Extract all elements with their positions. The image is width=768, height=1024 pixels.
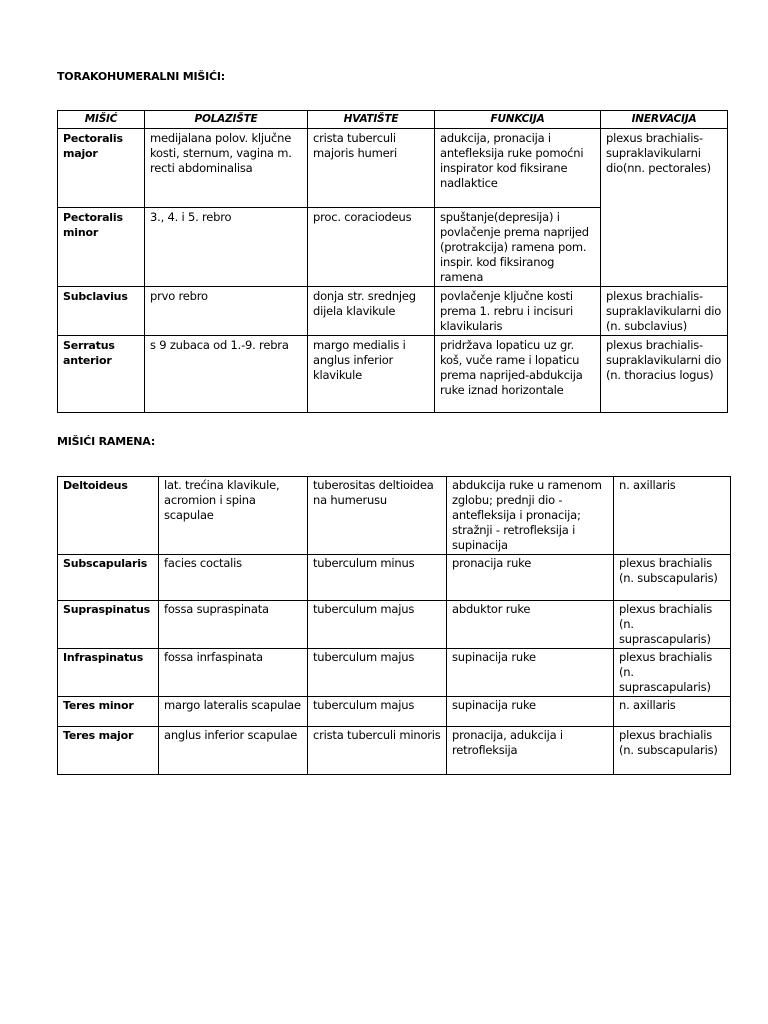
table-row bbox=[58, 555, 731, 601]
muscle-cell: Teres major bbox=[58, 727, 159, 775]
table-row bbox=[58, 601, 731, 649]
insertion-cell: tuberculum majus bbox=[308, 697, 447, 727]
shoulder-muscles-table bbox=[57, 476, 731, 775]
muscle-cell: Subscapularis bbox=[58, 555, 159, 601]
insertion-cell: tuberculum majus bbox=[308, 601, 447, 649]
muscle-cell: Pectoralis major bbox=[58, 129, 145, 208]
muscle-cell: Deltoideus bbox=[58, 477, 159, 555]
table-header-row bbox=[58, 111, 728, 129]
function-cell: spuštanje(depresija) i povlačenje prema naprijed (protrakcija) ramena pom. inspir. kod fiksiranog ramena bbox=[435, 208, 601, 287]
origin-cell: 3., 4. i 5. rebro bbox=[145, 208, 308, 287]
origin-cell: s 9 zubaca od 1.-9. rebra bbox=[145, 336, 308, 413]
insertion-cell: donja str. srednjeg dijela klavikule bbox=[308, 287, 435, 336]
header-muscle: MIŠIĆ bbox=[58, 111, 145, 129]
origin-cell: facies coctalis bbox=[159, 555, 308, 601]
origin-cell: fossa supraspinata bbox=[159, 601, 308, 649]
innervation-cell: plexus brachialis (n. subscapularis) bbox=[614, 727, 731, 775]
insertion-cell: crista tuberculi majoris humeri bbox=[308, 129, 435, 208]
innervation-cell: plexus brachialis-supraklavikularni dio (n. subclavius) bbox=[601, 287, 728, 336]
header-innervation: INERVACIJA bbox=[601, 111, 728, 129]
muscle-cell: Pectoralis minor bbox=[58, 208, 145, 287]
insertion-cell: tuberculum minus bbox=[308, 555, 447, 601]
function-cell: pronacija, adukcija i retrofleksija bbox=[447, 727, 614, 775]
function-cell: supinacija ruke bbox=[447, 649, 614, 697]
function-cell: adukcija, pronacija i antefleksija ruke pomoćni inspirator kod fiksirane nadlaktice bbox=[435, 129, 601, 208]
innervation-cell: n. axillaris bbox=[614, 477, 731, 555]
insertion-cell: tuberositas deltioidea na humerusu bbox=[308, 477, 447, 555]
table-row bbox=[58, 477, 731, 555]
insertion-cell: proc. coraciodeus bbox=[308, 208, 435, 287]
origin-cell: medijalana polov. ključne kosti, sternum, vagina m. recti abdominalisa bbox=[145, 129, 308, 208]
table-row bbox=[58, 129, 728, 208]
insertion-cell: tuberculum majus bbox=[308, 649, 447, 697]
header-insertion: HVATIŠTE bbox=[308, 111, 435, 129]
innervation-cell: plexus brachialis (n. suprascapularis) bbox=[614, 649, 731, 697]
table-row bbox=[58, 649, 731, 697]
muscle-cell: Supraspinatus bbox=[58, 601, 159, 649]
origin-cell: fossa inrfaspinata bbox=[159, 649, 308, 697]
section-title-thoracohumeral: TORAKOHUMERALNI MIŠIĆI: bbox=[57, 70, 225, 83]
table-row bbox=[58, 336, 728, 413]
thoracohumeral-muscles-table bbox=[57, 110, 728, 413]
origin-cell: prvo rebro bbox=[145, 287, 308, 336]
function-cell: abdukcija ruke u ramenom zglobu; prednji dio - antefleksija i pronacija; stražnji - retrofleksija i supinacija bbox=[447, 477, 614, 555]
section-title-shoulder: MIŠIĆI RAMENA: bbox=[57, 435, 156, 448]
muscle-cell: Serratus anterior bbox=[58, 336, 145, 413]
function-cell: povlačenje ključne kosti prema 1. rebru i incisuri klavikularis bbox=[435, 287, 601, 336]
innervation-cell: n. axillaris bbox=[614, 697, 731, 727]
muscle-cell: Infraspinatus bbox=[58, 649, 159, 697]
muscle-cell: Teres minor bbox=[58, 697, 159, 727]
table-row bbox=[58, 287, 728, 336]
function-cell: abduktor ruke bbox=[447, 601, 614, 649]
innervation-cell: plexus brachialis-supraklavikularni dio(nn. pectorales) bbox=[601, 129, 728, 287]
header-origin: POLAZIŠTE bbox=[145, 111, 308, 129]
origin-cell: anglus inferior scapulae bbox=[159, 727, 308, 775]
innervation-cell: plexus brachialis-supraklavikularni dio (n. thoracius logus) bbox=[601, 336, 728, 413]
origin-cell: lat. trećina klavikule, acromion i spina scapulae bbox=[159, 477, 308, 555]
insertion-cell: crista tuberculi minoris bbox=[308, 727, 447, 775]
function-cell: pridržava lopaticu uz gr. koš, vuče rame i lopaticu prema naprijed-abdukcija ruke iznad horizontale bbox=[435, 336, 601, 413]
function-cell: supinacija ruke bbox=[447, 697, 614, 727]
insertion-cell: margo medialis i anglus inferior klavikule bbox=[308, 336, 435, 413]
innervation-cell: plexus brachialis (n. subscapularis) bbox=[614, 555, 731, 601]
muscle-cell: Subclavius bbox=[58, 287, 145, 336]
origin-cell: margo lateralis scapulae bbox=[159, 697, 308, 727]
innervation-cell: plexus brachialis (n. suprascapularis) bbox=[614, 601, 731, 649]
header-function: FUNKCIJA bbox=[435, 111, 601, 129]
table-row bbox=[58, 727, 731, 775]
table-row bbox=[58, 697, 731, 727]
function-cell: pronacija ruke bbox=[447, 555, 614, 601]
